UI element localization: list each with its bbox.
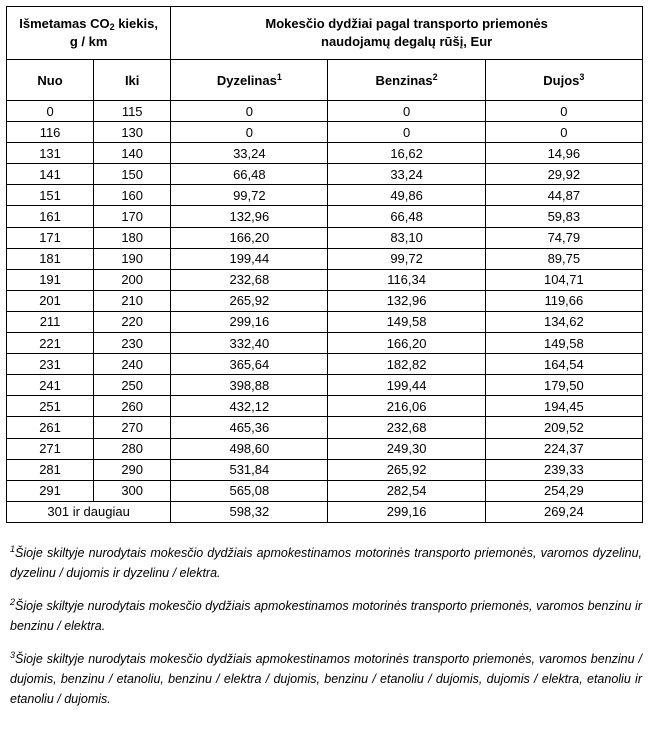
cell-diesel: 199,44 bbox=[171, 248, 328, 269]
cell-diesel: 99,72 bbox=[171, 185, 328, 206]
cell-gas: 224,37 bbox=[485, 438, 642, 459]
cell-to: 280 bbox=[94, 438, 171, 459]
cell-gas: 209,52 bbox=[485, 417, 642, 438]
cell-petrol: 216,06 bbox=[328, 396, 485, 417]
cell-petrol: 282,54 bbox=[328, 480, 485, 501]
cell-to: 240 bbox=[94, 354, 171, 375]
cell-to: 150 bbox=[94, 164, 171, 185]
cell-gas: 119,66 bbox=[485, 290, 642, 311]
cell-gas: 254,29 bbox=[485, 480, 642, 501]
cell-diesel: 0 bbox=[171, 122, 328, 143]
cell-diesel: 33,24 bbox=[171, 143, 328, 164]
tax-title-line1: Mokesčio dydžiai pagal transporto priemonės bbox=[265, 16, 548, 31]
cell-petrol: 299,16 bbox=[328, 501, 485, 522]
cell-to: 200 bbox=[94, 269, 171, 290]
cell-diesel: 565,08 bbox=[171, 480, 328, 501]
cell-to: 250 bbox=[94, 375, 171, 396]
footnote-mark: 2 bbox=[10, 597, 16, 607]
table-row bbox=[7, 459, 643, 480]
emission-header bbox=[7, 7, 171, 60]
cell-gas: 134,62 bbox=[485, 311, 642, 332]
cell-from: 191 bbox=[7, 269, 94, 290]
cell-from: 131 bbox=[7, 143, 94, 164]
cell-from: 151 bbox=[7, 185, 94, 206]
cell-gas: 44,87 bbox=[485, 185, 642, 206]
emission-title: Išmetamas $CO_2$ kiekis, bbox=[19, 16, 158, 32]
cell-diesel: 166,20 bbox=[171, 227, 328, 248]
emission-unit: g / km bbox=[69, 34, 108, 49]
table-row bbox=[7, 501, 643, 522]
cell-petrol: 182,82 bbox=[328, 354, 485, 375]
cell-gas: 149,58 bbox=[485, 333, 642, 354]
cell-diesel: 432,12 bbox=[171, 396, 328, 417]
cell-to: 220 bbox=[94, 311, 171, 332]
cell-from: 221 bbox=[7, 333, 94, 354]
cell-diesel: 0 bbox=[171, 101, 328, 122]
table-body bbox=[7, 101, 643, 523]
cell-diesel: 398,88 bbox=[171, 375, 328, 396]
cell-from: 251 bbox=[7, 396, 94, 417]
tax-header bbox=[171, 7, 643, 60]
col-header-to: Iki bbox=[94, 60, 171, 101]
footnote-mark: 3 bbox=[10, 650, 16, 660]
table-row bbox=[7, 290, 643, 311]
cell-petrol: 33,24 bbox=[328, 164, 485, 185]
footnote-mark: 1 bbox=[10, 544, 16, 554]
cell-diesel: 265,92 bbox=[171, 290, 328, 311]
cell-gas: 239,33 bbox=[485, 459, 642, 480]
cell-range: 301 ir daugiau bbox=[7, 501, 171, 522]
cell-from: 181 bbox=[7, 248, 94, 269]
cell-diesel: 66,48 bbox=[171, 164, 328, 185]
cell-to: 115 bbox=[94, 101, 171, 122]
table-row bbox=[7, 185, 643, 206]
footnote-mark: 2 bbox=[432, 71, 438, 82]
table-row bbox=[7, 143, 643, 164]
table-row bbox=[7, 269, 643, 290]
cell-from: 241 bbox=[7, 375, 94, 396]
cell-from: 281 bbox=[7, 459, 94, 480]
cell-petrol: 99,72 bbox=[328, 248, 485, 269]
cell-from: 0 bbox=[7, 101, 94, 122]
cell-gas: 0 bbox=[485, 122, 642, 143]
tax-rates-table bbox=[6, 6, 643, 523]
cell-from: 271 bbox=[7, 438, 94, 459]
table-row bbox=[7, 417, 643, 438]
cell-diesel: 232,68 bbox=[171, 269, 328, 290]
cell-petrol: 116,34 bbox=[328, 269, 485, 290]
cell-to: 130 bbox=[94, 122, 171, 143]
cell-petrol: 66,48 bbox=[328, 206, 485, 227]
cell-to: 270 bbox=[94, 417, 171, 438]
col-header-petrol: Benzinas$^2$ bbox=[328, 60, 485, 101]
cell-petrol: 16,62 bbox=[328, 143, 485, 164]
cell-to: 170 bbox=[94, 206, 171, 227]
cell-petrol: 49,86 bbox=[328, 185, 485, 206]
footnote bbox=[10, 543, 642, 583]
cell-from: 211 bbox=[7, 311, 94, 332]
cell-gas: 0 bbox=[485, 101, 642, 122]
footnote-mark: 3 bbox=[579, 71, 585, 82]
cell-diesel: 531,84 bbox=[171, 459, 328, 480]
cell-diesel: 299,16 bbox=[171, 311, 328, 332]
cell-petrol: 149,58 bbox=[328, 311, 485, 332]
cell-from: 141 bbox=[7, 164, 94, 185]
cell-gas: 89,75 bbox=[485, 248, 642, 269]
cell-to: 180 bbox=[94, 227, 171, 248]
col-header-gas: Dujos$^3$ bbox=[485, 60, 642, 101]
cell-petrol: 249,30 bbox=[328, 438, 485, 459]
cell-diesel: 598,32 bbox=[171, 501, 328, 522]
cell-petrol: 132,96 bbox=[328, 290, 485, 311]
cell-gas: 104,71 bbox=[485, 269, 642, 290]
tax-title-line2: naudojamų degalų rūšį, Eur bbox=[321, 34, 493, 49]
col-header-from: Nuo bbox=[7, 60, 94, 101]
cell-petrol: 166,20 bbox=[328, 333, 485, 354]
cell-gas: 179,50 bbox=[485, 375, 642, 396]
table-row bbox=[7, 311, 643, 332]
table-row bbox=[7, 101, 643, 122]
table-row bbox=[7, 480, 643, 501]
cell-from: 116 bbox=[7, 122, 94, 143]
cell-diesel: 465,36 bbox=[171, 417, 328, 438]
cell-to: 160 bbox=[94, 185, 171, 206]
footnote bbox=[10, 649, 642, 709]
footnote-mark: 1 bbox=[276, 71, 282, 82]
col-header-diesel: Dyzelinas$^1$ bbox=[171, 60, 328, 101]
cell-from: 201 bbox=[7, 290, 94, 311]
cell-gas: 164,54 bbox=[485, 354, 642, 375]
cell-to: 210 bbox=[94, 290, 171, 311]
table-row bbox=[7, 122, 643, 143]
table-row bbox=[7, 375, 643, 396]
cell-petrol: 265,92 bbox=[328, 459, 485, 480]
table-row bbox=[7, 438, 643, 459]
cell-petrol: 0 bbox=[328, 101, 485, 122]
cell-gas: 14,96 bbox=[485, 143, 642, 164]
cell-to: 300 bbox=[94, 480, 171, 501]
cell-from: 261 bbox=[7, 417, 94, 438]
footnote bbox=[10, 596, 642, 636]
table-row bbox=[7, 248, 643, 269]
cell-gas: 29,92 bbox=[485, 164, 642, 185]
table-row bbox=[7, 354, 643, 375]
cell-to: 230 bbox=[94, 333, 171, 354]
cell-to: 190 bbox=[94, 248, 171, 269]
cell-gas: 194,45 bbox=[485, 396, 642, 417]
cell-diesel: 498,60 bbox=[171, 438, 328, 459]
cell-petrol: 83,10 bbox=[328, 227, 485, 248]
cell-diesel: 132,96 bbox=[171, 206, 328, 227]
cell-from: 231 bbox=[7, 354, 94, 375]
cell-petrol: 199,44 bbox=[328, 375, 485, 396]
cell-petrol: 232,68 bbox=[328, 417, 485, 438]
table-row bbox=[7, 227, 643, 248]
cell-from: 161 bbox=[7, 206, 94, 227]
table-row bbox=[7, 333, 643, 354]
cell-to: 260 bbox=[94, 396, 171, 417]
cell-to: 140 bbox=[94, 143, 171, 164]
footnotes bbox=[10, 543, 642, 722]
table-row bbox=[7, 396, 643, 417]
cell-to: 290 bbox=[94, 459, 171, 480]
table-row bbox=[7, 164, 643, 185]
cell-gas: 74,79 bbox=[485, 227, 642, 248]
table-row bbox=[7, 206, 643, 227]
footnote-text: Šioje skiltyje nurodytais mokesčio dydžiais apmokestinamos motorinės transporto priemonės, varomos benzinu / dujomis, benzinu / etanoliu, benzinu / elektra / dujomis, benzinu / etanoliu / dujomis, dujomis / elektra, etanoliu ir etanoliu / dujomis. bbox=[10, 652, 642, 706]
cell-petrol: 0 bbox=[328, 122, 485, 143]
cell-from: 291 bbox=[7, 480, 94, 501]
cell-gas: 59,83 bbox=[485, 206, 642, 227]
cell-from: 171 bbox=[7, 227, 94, 248]
cell-diesel: 365,64 bbox=[171, 354, 328, 375]
footnote-text: Šioje skiltyje nurodytais mokesčio dydžiais apmokestinamos motorinės transporto priemonės, varomos benzinu ir benzinu / elektra. bbox=[10, 599, 642, 633]
footnote-text: Šioje skiltyje nurodytais mokesčio dydžiais apmokestinamos motorinės transporto priemonės, varomos dyzelinu, dyzelinu / dujomis ir dyzelinu / elektra. bbox=[10, 546, 642, 580]
cell-gas: 269,24 bbox=[485, 501, 642, 522]
cell-diesel: 332,40 bbox=[171, 333, 328, 354]
